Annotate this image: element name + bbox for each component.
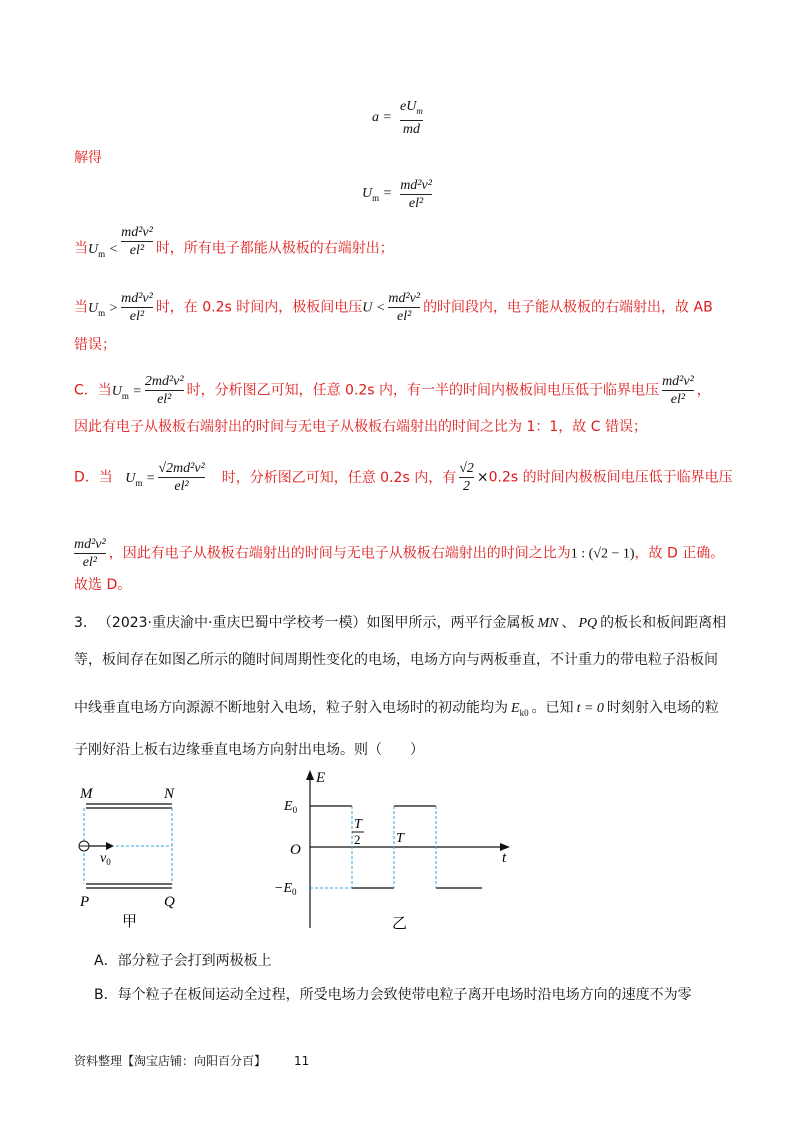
text: 中线垂直电场方向源源不断地射入电场，粒子射入电场时的初动能均为 (74, 700, 508, 716)
formula-num: √2md²v² (158, 461, 205, 476)
text: ， (696, 382, 711, 399)
um-sub: m (98, 248, 106, 259)
figure-jia (60, 780, 200, 940)
arrow-head (106, 842, 114, 850)
solution-c-line-2: 因此有电子从极板右端射出的时间与无电子从极板右端射出的时间之比为 1：1，故 C 错误； (74, 419, 647, 435)
question-number: 3． (74, 615, 97, 631)
text: 的板长和板间距离相 (600, 615, 727, 631)
solution-c-line-1 (74, 373, 711, 408)
t0-symbol: t = 0 (576, 701, 604, 716)
formula-den: el² (121, 241, 153, 259)
operator: = (145, 470, 156, 486)
option-b: B．每个粒子在板间运动全过程，所受电场力会致使带电粒子离开电场时沿电场方向的速度不为零 (94, 987, 692, 1003)
label-m: M (80, 786, 93, 802)
um-symbol: U (362, 186, 373, 202)
caption-yi: 乙 (392, 914, 408, 932)
label-q: Q (164, 894, 175, 910)
option-a: A．部分粒子会打到两极板上 (94, 953, 272, 969)
footer-text: 资料整理【淘宝店铺：向阳百分百】 (74, 1054, 267, 1068)
operator: = (132, 383, 142, 399)
formula-lhs: a = (372, 109, 392, 125)
formula-um (362, 177, 435, 212)
operator: < (108, 241, 119, 257)
formula-num: 2md²v² (144, 374, 184, 389)
caption-jia: 甲 (122, 912, 138, 930)
um-sub: m (135, 477, 143, 488)
solution-line-3: 错误； (74, 337, 116, 353)
text: 时，分析图乙可知，任意 0.2s 内，有 (221, 469, 457, 486)
solution-d-line-2 (74, 536, 724, 571)
formula-num: md²v² (662, 374, 694, 389)
formula-den: el² (74, 553, 106, 571)
text: 。已知 (531, 700, 574, 716)
um-symbol: U (111, 383, 122, 399)
question-line-1 (74, 613, 726, 634)
text: 0.2s 的时间内极板间电压低于临界电压 (488, 469, 733, 486)
formula-den: el² (121, 307, 153, 325)
label-t-half-den: 2 (354, 832, 361, 847)
label-t: t (502, 850, 507, 866)
formula-den: el² (388, 307, 420, 325)
um-symbol: U (125, 470, 136, 486)
u-symbol: U < (362, 300, 386, 316)
formula-num: √2 (459, 461, 474, 476)
question-line-4: 子刚好沿上板右边缘垂直电场方向射出电场。则（ ） (74, 742, 424, 758)
formula-accel (372, 98, 426, 138)
text: C．当 (74, 382, 112, 399)
text: 的时间段内，电子能从极板的右端射出，故 AB (423, 299, 713, 316)
formula-num: md²v² (400, 178, 432, 193)
question-line-3 (74, 698, 719, 723)
formula-den: el² (400, 194, 432, 212)
label-period-t: T (396, 831, 404, 846)
formula-den: 2 (459, 477, 474, 495)
ek0-sub: k0 (519, 707, 529, 718)
um-sub: m (98, 307, 106, 318)
formula-num: md²v² (74, 537, 106, 552)
label-origin: O (290, 842, 301, 858)
formula-den: md (400, 120, 423, 138)
text: ，故 D 正确。 (634, 545, 725, 562)
label-t-half-num: T (354, 817, 362, 832)
page-number: 11 (294, 1054, 310, 1068)
e-axis-arrow (306, 770, 314, 780)
um-symbol: U (88, 241, 99, 257)
formula-num-sub: m (416, 105, 423, 116)
text: 当 (74, 299, 88, 316)
times-sign: × (476, 469, 489, 486)
text: 时，所有电子都能从极板的右端射出； (155, 240, 394, 257)
label-e0: $E_0$ (284, 799, 298, 815)
ratio-formula: 1 : (√2 − 1) (570, 546, 635, 562)
question-line-2: 等，板间存在如图乙所示的随时间周期性变化的电场，电场方向与两板垂直，不计重力的带电粒子沿板间 (74, 652, 718, 668)
formula-den: el² (158, 477, 204, 495)
label-p: P (80, 894, 90, 910)
text: 如图甲所示，两平行金属板 (366, 615, 535, 631)
equals-sign: = (382, 186, 393, 202)
operator: > (108, 300, 119, 316)
formula-num: eU (400, 99, 417, 114)
question-source: （2023·重庆渝中·重庆巴蜀中学校考一模） (104, 615, 367, 631)
label-v0: $v_0$ (100, 851, 111, 867)
formula-num: md²v² (121, 291, 153, 306)
answer-choice: 故选 D。 (74, 577, 132, 593)
formula-den: el² (662, 390, 694, 408)
text: 当 (74, 240, 88, 257)
um-sub: m (121, 390, 129, 401)
solution-line-1 (74, 225, 394, 263)
figure-yi (270, 768, 520, 940)
text: 时，分析图乙可知，任意 0.2s 内，有一半的时间内极板间电压低于临界电压 (186, 382, 660, 399)
jiede-label: 解得 (74, 150, 102, 166)
text: ，因此有电子从极板右端射出的时间与无电子从极板右端射出的时间之比为 (108, 545, 571, 562)
um-symbol: U (88, 300, 99, 316)
pq-symbol: PQ (578, 616, 598, 631)
solution-line-2 (74, 290, 713, 325)
label-e: E (316, 770, 326, 786)
text: 时刻射入电场的粒 (606, 700, 719, 716)
formula-num: md²v² (121, 225, 153, 240)
formula-num: md²v² (388, 291, 421, 306)
solution-d-line-1 (74, 460, 733, 495)
text: 、 (561, 615, 576, 631)
label-n: N (164, 786, 175, 802)
text: D．当 (74, 469, 113, 486)
footer (74, 1052, 309, 1069)
ek0-symbol: E (511, 701, 520, 716)
label-neg-e0: $-E_0$ (274, 881, 297, 897)
text: 时，在 0.2s 时间内，极板间电压 (155, 299, 363, 316)
formula-den: el² (145, 390, 184, 408)
um-sub: m (372, 192, 380, 203)
mn-symbol: MN (537, 616, 559, 631)
